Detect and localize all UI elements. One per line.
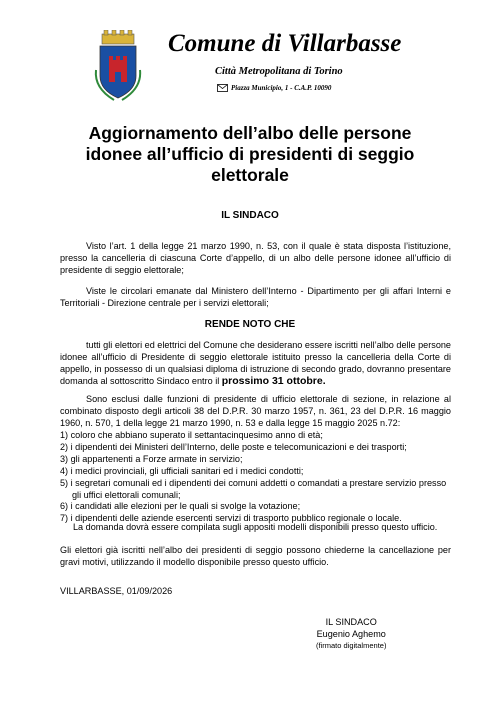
list-item: 7) i dipendenti delle aziende esercenti servizi di trasporto pubblico regionale o locale. xyxy=(60,513,402,524)
signature-note: (firmato digitalmente) xyxy=(316,641,387,650)
comune-name: Comune di Villarbasse xyxy=(168,30,402,57)
notice-paragraph xyxy=(60,340,451,388)
sindaco-heading: IL SINDACO xyxy=(221,210,279,221)
place-date: VILLARBASSE, 01/09/2026 xyxy=(60,586,173,596)
list-item: 6) i candidati alle elezioni per le quali si svolge la votazione; xyxy=(60,501,301,512)
list-item: 2) i dipendenti dei Ministeri dell’Interno, delle poste e telecomunicazioni e dei trasporti; xyxy=(60,441,407,452)
intro-paragraph-2: Viste le circolari emanate dal Ministero dell’Interno - Dipartimento per gli affari Interni e Territoriali - Direzione centrale per i servizi elettorali; xyxy=(60,286,451,308)
list-item: 1) coloro che abbiano superato il settantacinquesimo anno di età; xyxy=(60,430,323,440)
list-item: 5) i segretari comunali ed i dipendenti dei comuni addetti o comandati a prestare servizio presso gli uffici elettorali comunali; xyxy=(60,477,447,500)
rende-noto-heading: RENDE NOTO CHE xyxy=(204,319,296,330)
municipal-crest-icon xyxy=(92,30,144,102)
document-title: Aggiornamento dell’albo delle persone idonee all’ufficio di presidenti di seggio elettorale xyxy=(85,123,415,185)
notice-body: tutti gli elettori ed elettrici del Comune che desiderano essere iscritti nell’albo delle persone idonee all’ufficio di Presidente di seggio elettorale istituito presso la cancelleria della Corte di appello, in possesso di un qualsiasi diploma di istruzione di secondo grado, dovranno presentare domanda al sottoscritto Sindaco entro il xyxy=(60,340,451,386)
intro-paragraph-1: Visto l’art. 1 della legge 21 marzo 1990, n. 53, con il quale è stata disposta l’istituzione, presso la cancelleria di ciascuna Corte d’appello, di un albo delle persone idonee all’ufficio di presidente di seggio elettorale; xyxy=(60,241,451,275)
envelope-icon xyxy=(217,84,228,92)
exclusions-list xyxy=(60,430,451,525)
list-item: 3) gli appartenenti a Forze armate in servizio; xyxy=(60,453,243,464)
list-item: 4) i medici provinciali, gli ufficiali sanitari ed i medici condotti; xyxy=(60,465,304,476)
address-text: Piazza Municipio, 1 - C.A.P. 10090 xyxy=(231,84,332,92)
deadline: prossimo 31 ottobre. xyxy=(221,374,326,387)
signature-block xyxy=(316,617,386,652)
cancellation-note: Gli elettori già iscritti nell’albo dei presidenti di seggio possono chiederne la cancellazione per gravi motivi, utilizzando il modello disponibile presso questo ufficio. xyxy=(60,545,451,567)
signature-role: IL SINDACO xyxy=(325,617,377,627)
exclusions-intro: Sono esclusi dalle funzioni di presidente di ufficio elettorale di sezione, in relazione al combinato disposto degli articoli 38 del D.P.R. 30 marzo 1957, n. 361, 23 del D.P.R. 16 maggio 1960, n. 570, 1 della legge 21 marzo 1990, n. 53 e dalla legge 15 maggio 2025 n.72: xyxy=(60,394,451,428)
signature-name: Eugenio Aghemo xyxy=(316,628,386,639)
comune-subtitle: Città Metropolitana di Torino xyxy=(215,66,343,77)
form-note: La domanda dovrà essere compilata sugli appositi modelli disponibili presso questo ufficio. xyxy=(73,522,438,532)
comune-address xyxy=(217,84,331,92)
